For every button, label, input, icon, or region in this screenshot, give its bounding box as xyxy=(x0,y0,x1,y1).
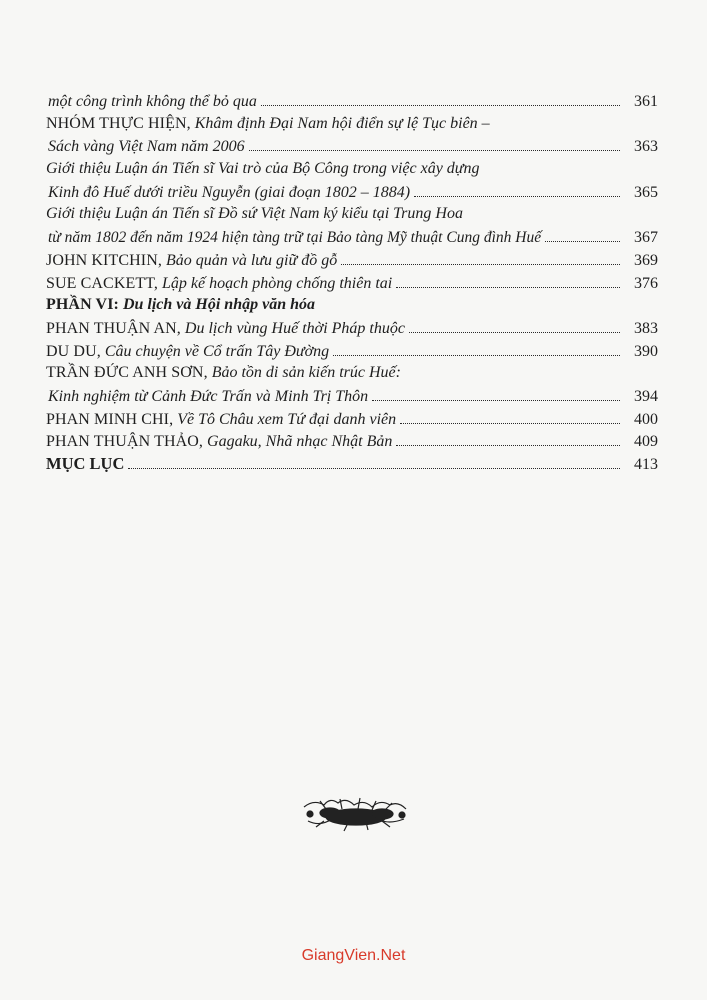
leader-dots xyxy=(545,226,620,242)
entry-title-continued: một công trình không thể bỏ qua xyxy=(48,93,257,110)
page-number: 400 xyxy=(634,410,658,428)
entry-line xyxy=(46,250,337,273)
leader-dots xyxy=(414,181,620,197)
entry-title: Về Tô Châu xem Tứ đại danh viên xyxy=(177,410,397,428)
toc-entry xyxy=(46,362,658,385)
entry-line xyxy=(46,318,405,341)
entry-title: Giới thiệu Luận án Tiến sĩ Đồ sứ Việt Nam ký kiểu tại Trung Hoa xyxy=(46,205,463,223)
entry-title: Khâm định Đại Nam hội điển sự lệ Tục biên – xyxy=(194,114,490,132)
toc-entry xyxy=(46,203,658,226)
page-number: 367 xyxy=(634,229,658,247)
entry-title: Du lịch vùng Huế thời Pháp thuộc xyxy=(184,319,405,337)
leader-dots xyxy=(341,249,620,265)
toc-entry xyxy=(46,317,658,340)
toc-entry xyxy=(46,453,658,476)
toc-entry xyxy=(46,113,658,136)
toc-entry xyxy=(46,249,658,272)
entry-line xyxy=(46,113,490,136)
page-number: 383 xyxy=(634,319,658,337)
entry-line xyxy=(46,203,463,226)
entry-author: PHAN THUẬN AN, xyxy=(46,319,181,337)
leader-dots xyxy=(396,272,620,288)
entry-author: PHAN MINH CHI, xyxy=(46,410,174,428)
toc-entry xyxy=(46,181,658,204)
entry-line xyxy=(46,158,480,181)
contents-entry-label: MỤC LỤC xyxy=(46,454,125,473)
leader-dots xyxy=(249,135,620,151)
toc-entry xyxy=(46,90,658,113)
table-of-contents xyxy=(46,90,658,476)
leader-dots xyxy=(128,453,620,469)
page-number: 363 xyxy=(634,138,658,156)
page-number: 365 xyxy=(634,183,658,201)
entry-title-continued: Kinh đô Huế dưới triều Nguyễn (giai đoạn 1802 – 1884) xyxy=(48,183,411,201)
section-heading xyxy=(46,294,658,317)
section-line xyxy=(46,294,315,317)
watermark-text: GiangVien.Net xyxy=(301,947,406,964)
toc-entry xyxy=(46,340,658,363)
leader-dots xyxy=(400,408,620,424)
entry-line xyxy=(46,431,392,454)
entry-title: Câu chuyện về Cổ trấn Tây Đường xyxy=(104,342,330,360)
page-number: 369 xyxy=(634,251,658,269)
entry-line xyxy=(46,409,396,432)
page-number: 361 xyxy=(634,93,658,110)
leader-dots xyxy=(396,430,620,446)
toc-entry xyxy=(46,408,658,431)
entry-author: PHAN THUẬN THẢO, xyxy=(46,433,204,451)
entry-author: DU DU, xyxy=(46,342,101,360)
toc-entry xyxy=(46,385,658,408)
entry-title: Gagaku, Nhã nhạc Nhật Bản xyxy=(207,433,393,451)
section-label: PHẦN VI: xyxy=(46,296,119,314)
page-number: 413 xyxy=(634,456,658,473)
toc-entry xyxy=(46,272,658,295)
leader-dots xyxy=(372,385,620,401)
entry-author: JOHN KITCHIN, xyxy=(46,251,162,269)
page-number: 376 xyxy=(634,274,658,292)
entry-author: NHÓM THỰC HIỆN, xyxy=(46,114,191,132)
entry-author: SUE CACKETT, xyxy=(46,274,159,292)
entry-title: Giới thiệu Luận án Tiến sĩ Vai trò của Bộ Công trong việc xây dựng xyxy=(46,160,480,178)
floral-ornament-icon xyxy=(300,793,412,835)
entry-title: Lập kế hoạch phòng chống thiên tai xyxy=(162,274,393,292)
page-number: 394 xyxy=(634,387,658,405)
page-number: 409 xyxy=(634,433,658,451)
leader-dots xyxy=(333,340,620,356)
toc-entry xyxy=(46,226,658,249)
entry-line xyxy=(46,341,329,364)
entry-title-continued: từ năm 1802 đến năm 1924 hiện tàng trữ tại Bảo tàng Mỹ thuật Cung đình Huế xyxy=(48,229,542,247)
toc-entry xyxy=(46,430,658,453)
entry-line xyxy=(46,273,392,296)
toc-entry xyxy=(46,158,658,181)
leader-dots xyxy=(409,317,620,333)
page-number: 390 xyxy=(634,342,658,360)
entry-title-continued: Sách vàng Việt Nam năm 2006 xyxy=(48,138,245,156)
section-title: Du lịch và Hội nhập văn hóa xyxy=(122,296,315,314)
leader-dots xyxy=(261,90,620,106)
entry-author: TRẦN ĐỨC ANH SƠN, xyxy=(46,364,208,382)
toc-entry xyxy=(46,135,658,158)
entry-title: Bảo tồn di sản kiến trúc Huế: xyxy=(211,364,401,382)
entry-title: Bảo quản và lưu giữ đồ gỗ xyxy=(165,251,338,269)
entry-title-continued: Kinh nghiệm từ Cảnh Đức Trấn và Minh Trị Thôn xyxy=(48,387,369,405)
entry-line xyxy=(46,362,401,385)
